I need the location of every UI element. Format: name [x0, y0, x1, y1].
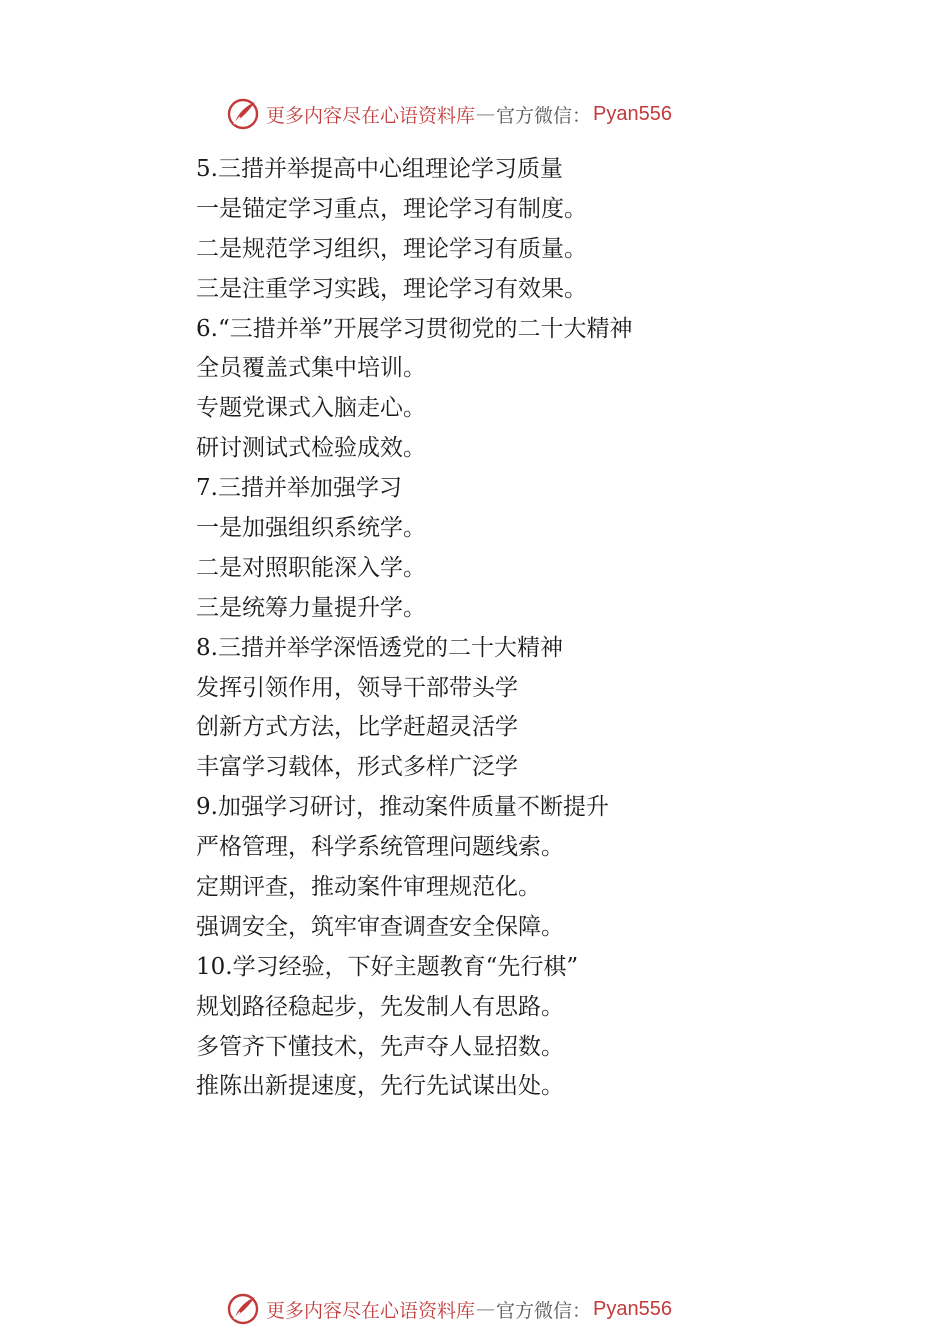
banner-dash: — [476, 1298, 496, 1320]
footer-banner [226, 1291, 672, 1327]
quill-logo-icon [226, 1292, 260, 1326]
heading-10: 10.学习经验，下好主题教育“先行棋” [196, 953, 579, 980]
text-line: 规划路径稳起步，先发制人有思路。 [196, 993, 564, 1020]
text-line: 严格管理，科学系统管理问题线索。 [196, 834, 564, 861]
text-line: 三是注重学习实践，理论学习有效果。 [196, 275, 587, 302]
banner-wechat-id: Pyan556 [593, 102, 672, 125]
text-line: 二是规范学习组织，理论学习有质量。 [196, 235, 587, 262]
text-line: 推陈出新提速度，先行先试谋出处。 [196, 1073, 564, 1100]
text-line: 丰富学习载体，形式多样广泛学 [196, 754, 518, 781]
text-line: 专题党课式入脑走心。 [196, 395, 426, 422]
text-line: 二是对照职能深入学。 [196, 554, 426, 581]
banner-main-text: 更多内容尽在心语资料库 [266, 104, 476, 127]
document-body [196, 150, 816, 1107]
text-line: 一是加强组织系统学。 [196, 515, 426, 542]
text-line: 一是锚定学习重点，理论学习有制度。 [196, 195, 587, 222]
heading-9: 9.加强学习研讨，推动案件质量不断提升 [196, 794, 609, 821]
banner-main-text: 更多内容尽在心语资料库 [266, 1299, 476, 1322]
heading-6: 6.“三措并举”开展学习贯彻党的二十大精神 [196, 315, 633, 342]
text-line: 多管齐下懂技术，先声夺人显招数。 [196, 1033, 564, 1060]
text-line: 强调安全，筑牢审查调查安全保障。 [196, 913, 564, 940]
text-line: 研讨测试式检验成效。 [196, 435, 426, 462]
banner-official-text: 官方微信： [496, 1299, 592, 1322]
banner-official-text: 官方微信： [496, 104, 592, 127]
quill-logo-icon [226, 97, 260, 131]
text-line: 全员覆盖式集中培训。 [196, 355, 426, 382]
text-line: 三是统筹力量提升学。 [196, 594, 426, 621]
heading-8: 8.三措并举学深悟透党的二十大精神 [196, 634, 563, 661]
heading-5: 5.三措并举提高中心组理论学习质量 [196, 156, 563, 182]
text-line: 创新方式方法，比学赶超灵活学 [196, 714, 518, 741]
banner-wechat-id: Pyan556 [593, 1297, 672, 1320]
banner-dash: — [476, 103, 496, 125]
heading-7: 7.三措并举加强学习 [196, 475, 402, 502]
text-line: 定期评查，推动案件审理规范化。 [196, 874, 541, 901]
text-line: 发挥引领作用，领导干部带头学 [196, 674, 518, 701]
header-banner [226, 96, 672, 132]
